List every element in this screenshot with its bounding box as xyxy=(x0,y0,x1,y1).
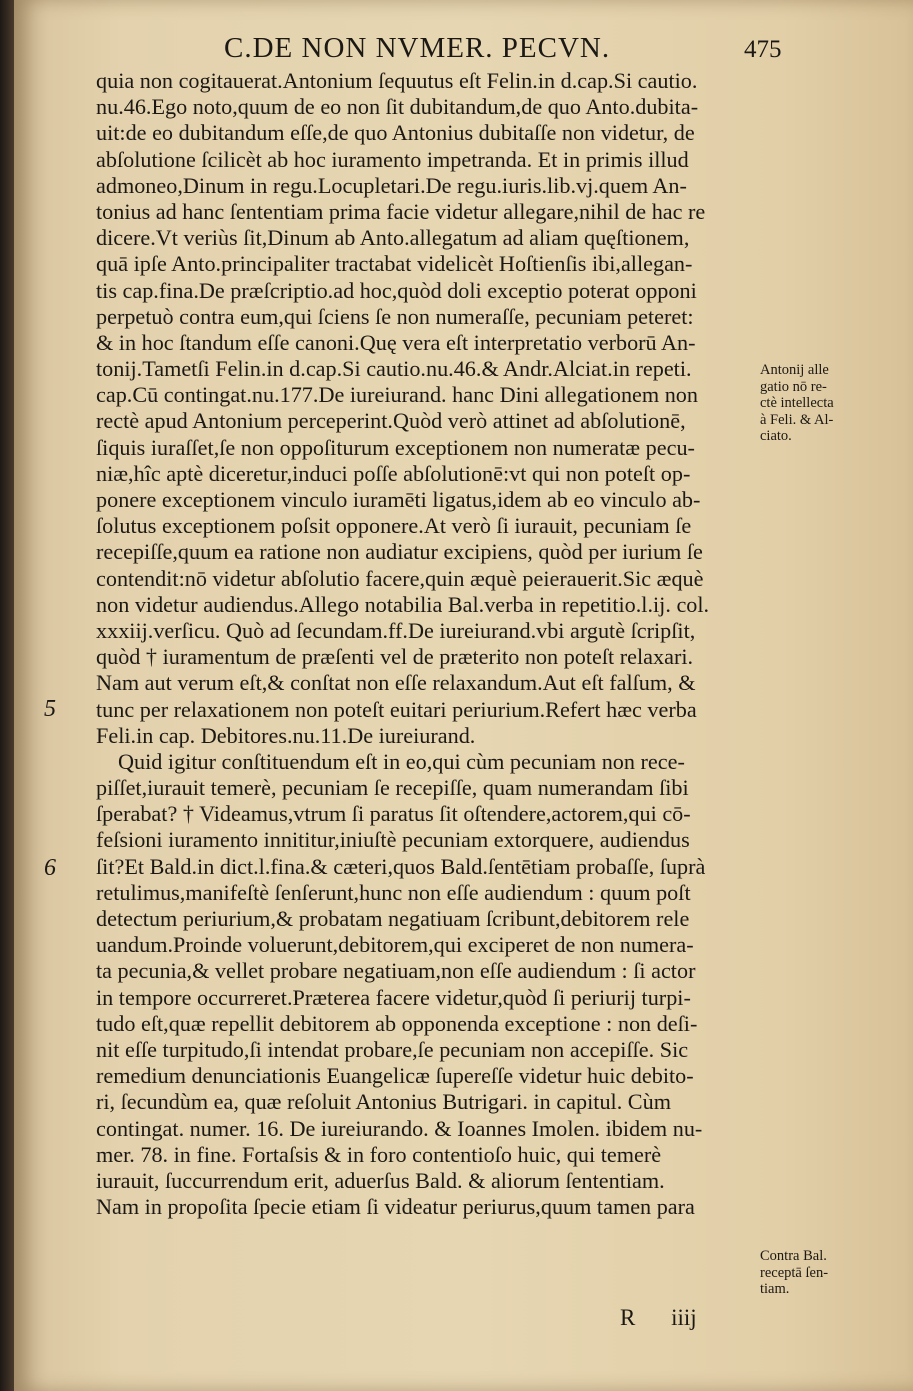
folio-number: 475 xyxy=(744,36,782,63)
text-line: recepiſſe,quum ea ratione non audiatur excipiens, quòd per iurium ſe xyxy=(96,539,703,565)
marginal-line: tiam. xyxy=(760,1281,790,1297)
text-line: nit eſſe turpitudo,ſi intendat probare,ſe pecuniam non accepiſſe. Sic xyxy=(96,1036,689,1062)
text-line: tonij.Tametſi Felin.in d.cap.Si cautio.nu.46.& Andr.Alciat.in repeti. xyxy=(96,356,692,382)
paragraph-number-6: 6 xyxy=(44,855,56,881)
text-line: dicere.Vt veriùs ſit,Dinum ab Anto.allegatum ad aliam quęſtionem, xyxy=(96,225,690,251)
text-line: cap.Cū contingat.nu.177.De iureiurand. hanc Dini allegationem non xyxy=(96,382,698,408)
text-line: ta pecunia,& vellet probare negatiuam,non eſſe audiendum : ſi actor xyxy=(96,958,696,984)
signature-mark xyxy=(620,1305,697,1331)
text-line: quòd † iuramentum de præſenti vel de præterito non poteſt relaxari. xyxy=(96,644,694,670)
marginal-line: ctè intellecta xyxy=(760,395,834,411)
text-line: tonius ad hanc ſententiam prima facie videtur allegare,nihil de hac re xyxy=(96,198,706,224)
text-line: ſit?Et Bald.in dict.l.fina.& cæteri,quos Bald.ſentētiam probaſſe, ſuprà xyxy=(96,853,706,879)
marginal-note-antonij xyxy=(760,362,900,445)
text-line: ponere exceptionem vinculo iuramēti ligatus,idem ab eo vinculo ab- xyxy=(96,487,701,512)
text-line: uit:de eo dubitandum eſſe,de quo Antonius dubitaſſe non videtur, de xyxy=(96,120,695,146)
marginal-line: ciato. xyxy=(760,428,792,444)
text-line: uandum.Proinde voluerunt,debitorem,qui exciperet de non numera- xyxy=(96,932,694,958)
text-line: contingat. numer. 16. De iureiurando. & Ioannes Imolen. ibidem nu- xyxy=(96,1115,703,1141)
text-line: perpetuò contra eum,qui ſciens ſe non numeraſſe, pecuniam peteret: xyxy=(96,303,694,329)
paragraph-start-line: Quid igitur conſtituendum eſt in eo,qui cùm pecuniam non rece- xyxy=(118,748,685,774)
text-line: abſolutione ſcilicèt ab hoc iuramento impetranda. Et in primis illud xyxy=(96,146,689,172)
marginal-line: Antonij alle xyxy=(760,362,829,378)
text-line: nu.46.Ego noto,quum de eo non ſit dubitandum,de quo Anto.dubita- xyxy=(96,94,699,120)
running-title: C.DE NON NVMER. PECVN. xyxy=(224,32,611,64)
text-line: in tempore occurreret.Præterea facere videtur,quòd ſi periurij turpi- xyxy=(96,984,691,1010)
text-line: remedium denunciationis Euangelicæ ſupereſſe videtur huic debito- xyxy=(96,1063,694,1089)
marginal-line: Contra Bal. xyxy=(760,1248,827,1264)
signature-folio: iiij xyxy=(671,1305,697,1330)
text-line: xxxiij.verſicu. Quò ad ſecundam.ff.De iureiurand.vbi argutè ſcripſit, xyxy=(96,617,696,643)
marginal-line: à Feli. & Al- xyxy=(760,411,834,428)
marginal-line: receptā ſen- xyxy=(760,1264,829,1281)
text-line: quā ipſe Anto.principaliter tractabat videlicèt Hoſtienſis ibi,allegan- xyxy=(96,251,693,277)
text-line: piſſet,iurauit temerè, pecuniam ſe recepiſſe, quam numerandam ſibi xyxy=(96,775,689,801)
text-line: retulimus,manifeſtè ſenſerunt,hunc non eſſe audiendum : quum poſt xyxy=(96,879,691,905)
text-line: quia non cogitauerat.Antonium ſequutus eſt Felin.in d.cap.Si cautio. xyxy=(96,68,698,93)
text-line: ſperabat? † Videamus,vtrum ſi paratus ſit oſtendere,actorem,qui cō- xyxy=(96,801,691,827)
text-line: Nam in propoſita ſpecie etiam ſi videatur periurus,quum tamen para xyxy=(96,1194,695,1220)
text-line: iurauit, ſuccurrendum erit, aduerſus Bald. & aliorum ſententiam. xyxy=(96,1167,665,1193)
text-line: feſsioni iuramento innititur,iniuſtè pecuniam extorquere, audiendus xyxy=(96,827,690,853)
text-line: rectè apud Antonium perceperint.Quòd verò attinet ad abſolutionē, xyxy=(96,408,686,434)
text-line: ſiquis iuraſſet,ſe non oppoſiturum exceptionem non numeratæ pecu- xyxy=(96,434,695,460)
text-line: tunc per relaxationem non poteſt euitari periurium.Refert hæc verba xyxy=(96,696,697,722)
text-line: & in hoc ſtandum eſſe canoni.Quę vera eſt interpretatio verborū An- xyxy=(96,329,696,355)
book-gutter xyxy=(0,0,14,1391)
main-text-block xyxy=(96,68,756,1220)
marginal-line: gatio nō re- xyxy=(760,378,827,395)
paragraph-number-5: 5 xyxy=(44,696,56,722)
text-line: Nam aut verum eſt,& conſtat non eſſe relaxandum.Aut eſt falſum, & xyxy=(96,670,696,696)
text-line: ſolutus exceptionem poſsit opponere.At verò ſi iurauit, pecuniam ſe xyxy=(96,513,692,539)
text-line: Feli.in cap. Debitores.nu.11.De iureiurand. xyxy=(96,722,476,748)
text-line: detectum periurium,& probatam negatiuam ſcribunt,debitorem rele xyxy=(96,906,690,931)
text-line: ri, ſecundùm ea, quæ reſoluit Antonius Butrigari. in capitul. Cùm xyxy=(96,1089,671,1115)
text-line: tudo eſt,quæ repellit debitorem ab opponenda exceptione : non deſi- xyxy=(96,1010,698,1036)
marginal-note-contra-bal xyxy=(760,1248,900,1298)
text-line: admoneo,Dinum in regu.Locupletari.De regu.iuris.lib.vj.quem An- xyxy=(96,172,687,198)
text-line: non videtur audiendus.Allego notabilia Bal.verba in repetitio.l.ij. col. xyxy=(96,591,710,617)
text-line: contendit:nō videtur abſolutio facere,quin æquè peierauerit.Sic æquè xyxy=(96,565,704,591)
signature-letter: R xyxy=(620,1305,636,1330)
text-line: tis cap.fina.De præſcriptio.ad hoc,quòd doli exceptio poterat opponi xyxy=(96,277,697,303)
text-line: niæ,hîc aptè diceretur,induci poſſe abſolutionē:vt qui non poteſt op- xyxy=(96,460,691,486)
text-line: mer. 78. in fine. Fortaſsis & in foro contentioſo huic, qui temerè xyxy=(96,1141,662,1167)
